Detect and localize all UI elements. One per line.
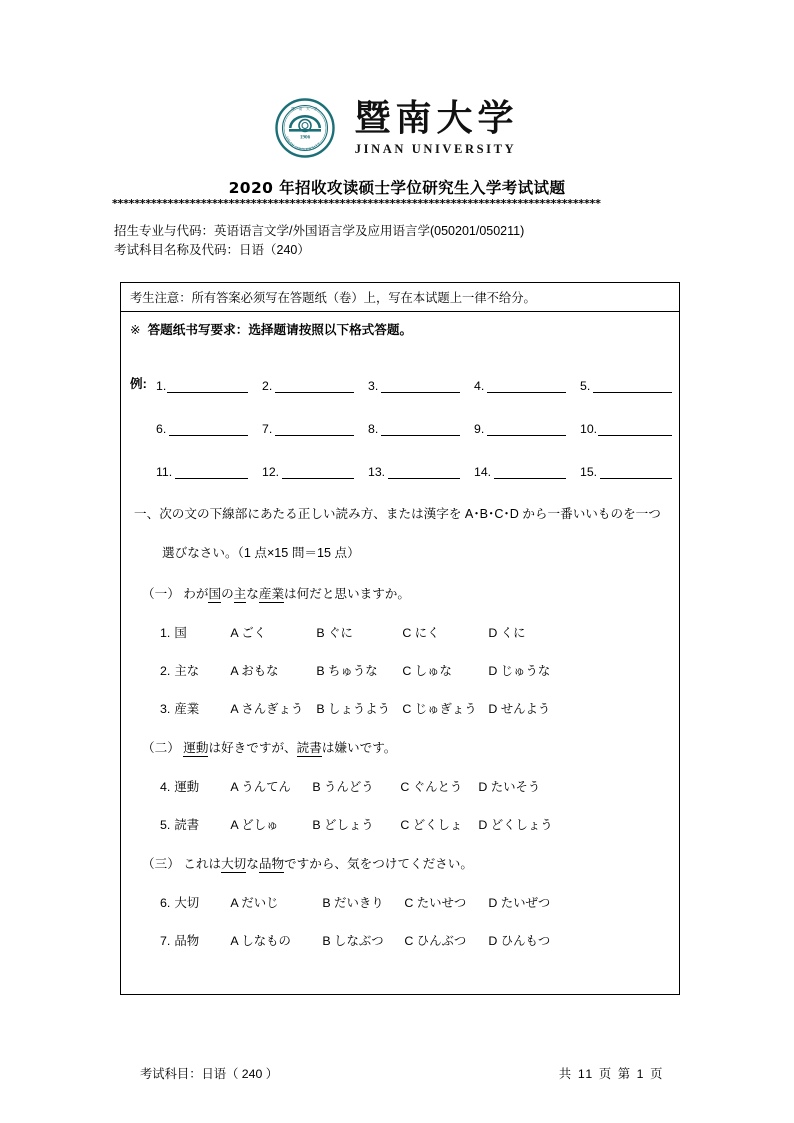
- stem-text: これは: [183, 857, 222, 871]
- question-number: 5.: [160, 818, 171, 832]
- question-word: 運動: [174, 780, 200, 794]
- svg-text:暨 南 大 学: 暨 南 大 学: [291, 107, 320, 111]
- stem-underlined-word: 国: [208, 587, 222, 601]
- option-d[interactable]: D どくしょう: [478, 818, 553, 832]
- question-item: [130, 699, 679, 717]
- subject-code-line: 考试科目名称及代码：日语（240）: [114, 243, 310, 257]
- answer-blank-grid: [121, 344, 679, 479]
- stem-text: は好きですが、: [208, 741, 297, 755]
- blank-number: 1.: [156, 379, 167, 393]
- stem-text: な: [246, 587, 259, 601]
- blank-number: 15.: [580, 465, 598, 479]
- stem-underlined-word: 読書: [296, 741, 322, 755]
- question-word: 大切: [174, 896, 200, 910]
- question-number: 2.: [160, 664, 171, 678]
- blank-line[interactable]: [275, 424, 354, 436]
- stem-underlined-word: 大切: [221, 857, 247, 871]
- option-c[interactable]: C ひんぶつ: [404, 934, 467, 948]
- stem-text: ですから、気をつけてください。: [284, 857, 473, 871]
- blank-number: 14.: [474, 465, 492, 479]
- question-group: [130, 585, 679, 717]
- question-item: [130, 623, 679, 641]
- question-word: 主な: [174, 664, 200, 678]
- answer-blank-4[interactable]: [474, 379, 580, 393]
- blank-line[interactable]: [487, 424, 566, 436]
- option-a[interactable]: A どしゅ: [230, 818, 279, 832]
- stem-underlined-word: 運動: [183, 741, 209, 755]
- option-list: [230, 893, 550, 911]
- question-number: 4.: [160, 780, 171, 794]
- option-list: [230, 931, 550, 949]
- option-list: [230, 815, 552, 833]
- blank-number: 6.: [156, 422, 167, 436]
- university-name-cn: 暨南大学: [354, 97, 519, 140]
- example-label: 例:: [130, 377, 147, 391]
- answer-blank-3[interactable]: [368, 379, 474, 393]
- blank-line[interactable]: [388, 467, 460, 479]
- page-footer: [140, 1064, 664, 1082]
- question-item: [130, 893, 679, 911]
- stem-text: は何だと思いますか。: [284, 587, 410, 601]
- blank-number: 11.: [156, 465, 173, 479]
- blank-line[interactable]: [598, 424, 672, 436]
- question-item: [130, 661, 679, 679]
- format-requirement-text: 答题纸书写要求：选择题请按照以下格式答题。: [147, 323, 413, 337]
- question-word: 品物: [174, 934, 200, 948]
- stem-underlined-word: 産業: [258, 587, 285, 601]
- blank-number: 7.: [262, 422, 273, 436]
- answer-blank-7[interactable]: [262, 422, 368, 436]
- answer-blank-row: [130, 436, 679, 479]
- footer-pagination: 共 11 页 第 1 页: [558, 1067, 664, 1081]
- blank-number: 2.: [262, 379, 273, 393]
- option-b[interactable]: B うんどう: [312, 780, 374, 794]
- question-group: [130, 739, 679, 833]
- blank-line[interactable]: [275, 381, 354, 393]
- blank-number: 12.: [262, 465, 280, 479]
- option-d[interactable]: D せんよう: [488, 702, 551, 716]
- blank-number: 13.: [368, 465, 386, 479]
- option-c[interactable]: C しゅな: [402, 664, 452, 678]
- blank-number: 4.: [474, 379, 485, 393]
- exam-meta: [114, 222, 524, 260]
- option-c[interactable]: C どくしょ: [400, 818, 463, 832]
- option-c[interactable]: C たいせつ: [404, 896, 467, 910]
- blank-line[interactable]: [494, 467, 566, 479]
- option-a[interactable]: A うんてん: [230, 780, 291, 794]
- blank-line[interactable]: [381, 424, 460, 436]
- stem-text: の: [221, 587, 234, 601]
- footer-subject: 考试科目：日语（ 240 ）: [140, 1067, 279, 1081]
- group-marker: （二）: [142, 741, 184, 755]
- blank-line[interactable]: [381, 381, 460, 393]
- option-list: [230, 699, 550, 717]
- blank-line[interactable]: [169, 424, 248, 436]
- question-groups: [130, 585, 679, 949]
- candidate-notice: 考生注意：所有答案必须写在答题纸（卷）上，写在本试题上一律不给分。: [121, 283, 679, 312]
- university-seal-icon: [275, 98, 335, 158]
- group-stem: [130, 585, 679, 603]
- option-d[interactable]: D ひんもつ: [488, 934, 551, 948]
- option-list: [230, 623, 525, 641]
- question-item: [130, 815, 679, 833]
- university-header: [0, 98, 794, 158]
- question-number: 7.: [160, 934, 171, 948]
- blank-number: 10.: [580, 422, 598, 436]
- svg-text:1906: 1906: [300, 134, 311, 141]
- option-c[interactable]: C ぐんとう: [400, 780, 463, 794]
- answer-blank-1[interactable]: [156, 379, 262, 393]
- blank-number: 9.: [474, 422, 485, 436]
- answer-blank-15[interactable]: [580, 465, 686, 479]
- group-marker: （三）: [142, 857, 184, 871]
- question-word: 産業: [174, 702, 200, 716]
- reference-mark-icon: ※: [130, 323, 141, 337]
- option-a[interactable]: A おもな: [230, 664, 279, 678]
- question-number: 1.: [160, 626, 171, 640]
- answer-blank-6[interactable]: [156, 422, 262, 436]
- option-b[interactable]: B だいきり: [322, 896, 384, 910]
- option-a[interactable]: A しなもの: [230, 934, 291, 948]
- question-number: 6.: [160, 896, 171, 910]
- answer-blank-12[interactable]: [262, 465, 368, 479]
- blank-number: 8.: [368, 422, 379, 436]
- blank-line[interactable]: [487, 381, 566, 393]
- exam-body-box: [120, 282, 680, 995]
- option-c[interactable]: C じゅぎょう: [402, 702, 477, 716]
- answer-blank-11[interactable]: [156, 465, 262, 479]
- option-d[interactable]: D たいぜつ: [488, 896, 551, 910]
- option-b[interactable]: B ちゅうな: [316, 664, 378, 678]
- question-number: 3.: [160, 702, 171, 716]
- option-d[interactable]: D くに: [488, 626, 526, 640]
- svg-text:JINAN UNIVERSITY: JINAN UNIVERSITY: [285, 135, 323, 152]
- section-one-heading: [130, 505, 679, 563]
- major-code-line: 招生专业与代码：英语语言文学/外国语言学及应用语言学(050201/050211): [114, 224, 525, 238]
- option-c[interactable]: C にく: [402, 626, 440, 640]
- stem-text: な: [246, 857, 259, 871]
- answer-blank-row: [130, 393, 679, 436]
- section-one-heading-line1: 一、次の文の下線部にあたる正しい読み方、または漢字を A･B･C･D から一番いいものを一つ: [134, 507, 661, 521]
- option-d[interactable]: D たいそう: [478, 780, 541, 794]
- answer-blank-row: [130, 350, 679, 393]
- section-one-heading-line2: 選びなさい。（1 点×15 問＝15 点）: [162, 546, 360, 560]
- blank-line[interactable]: [593, 381, 672, 393]
- option-b[interactable]: B ぐに: [316, 626, 353, 640]
- stem-text: は嫌いです。: [321, 741, 397, 755]
- option-a[interactable]: A ごく: [230, 626, 267, 640]
- asterisk-divider: ****************************************************************************************: [112, 198, 601, 209]
- question-group: [130, 855, 679, 949]
- group-stem: [130, 855, 679, 873]
- blank-number: 5.: [580, 379, 591, 393]
- answer-blank-10[interactable]: [580, 422, 686, 436]
- question-item: [130, 931, 679, 949]
- option-b[interactable]: B どしょう: [312, 818, 374, 832]
- university-name-en: JINAN UNIVERSITY: [354, 142, 517, 157]
- blank-line[interactable]: [167, 381, 248, 393]
- question-section-one: [121, 479, 679, 949]
- answer-blank-14[interactable]: [474, 465, 580, 479]
- answer-blank-5[interactable]: [580, 379, 686, 393]
- blank-line[interactable]: [282, 467, 354, 479]
- group-marker: （一）: [142, 587, 184, 601]
- option-list: [230, 777, 540, 795]
- blank-number: 3.: [368, 379, 379, 393]
- option-b[interactable]: B しなぶつ: [322, 934, 384, 948]
- question-word: 読書: [174, 818, 200, 832]
- stem-text: わが: [183, 587, 209, 601]
- format-requirement-row: [121, 312, 679, 344]
- answer-blank-13[interactable]: [368, 465, 474, 479]
- option-list: [230, 661, 550, 679]
- blank-line[interactable]: [175, 467, 248, 479]
- question-item: [130, 777, 679, 795]
- option-a[interactable]: A さんぎょう: [230, 702, 304, 716]
- option-d[interactable]: D じゅうな: [488, 664, 551, 678]
- stem-underlined-word: 主: [233, 587, 247, 601]
- stem-underlined-word: 品物: [258, 857, 285, 871]
- answer-blank-8[interactable]: [368, 422, 474, 436]
- answer-blank-2[interactable]: [262, 379, 368, 393]
- group-stem: [130, 739, 679, 757]
- blank-line[interactable]: [600, 467, 672, 479]
- option-b[interactable]: B しょうよう: [316, 702, 391, 716]
- answer-blank-9[interactable]: [474, 422, 580, 436]
- question-word: 国: [174, 626, 187, 640]
- exam-title: 2020 年招收攻读硕士学位研究生入学考试试题: [228, 179, 566, 197]
- option-a[interactable]: A だいじ: [230, 896, 279, 910]
